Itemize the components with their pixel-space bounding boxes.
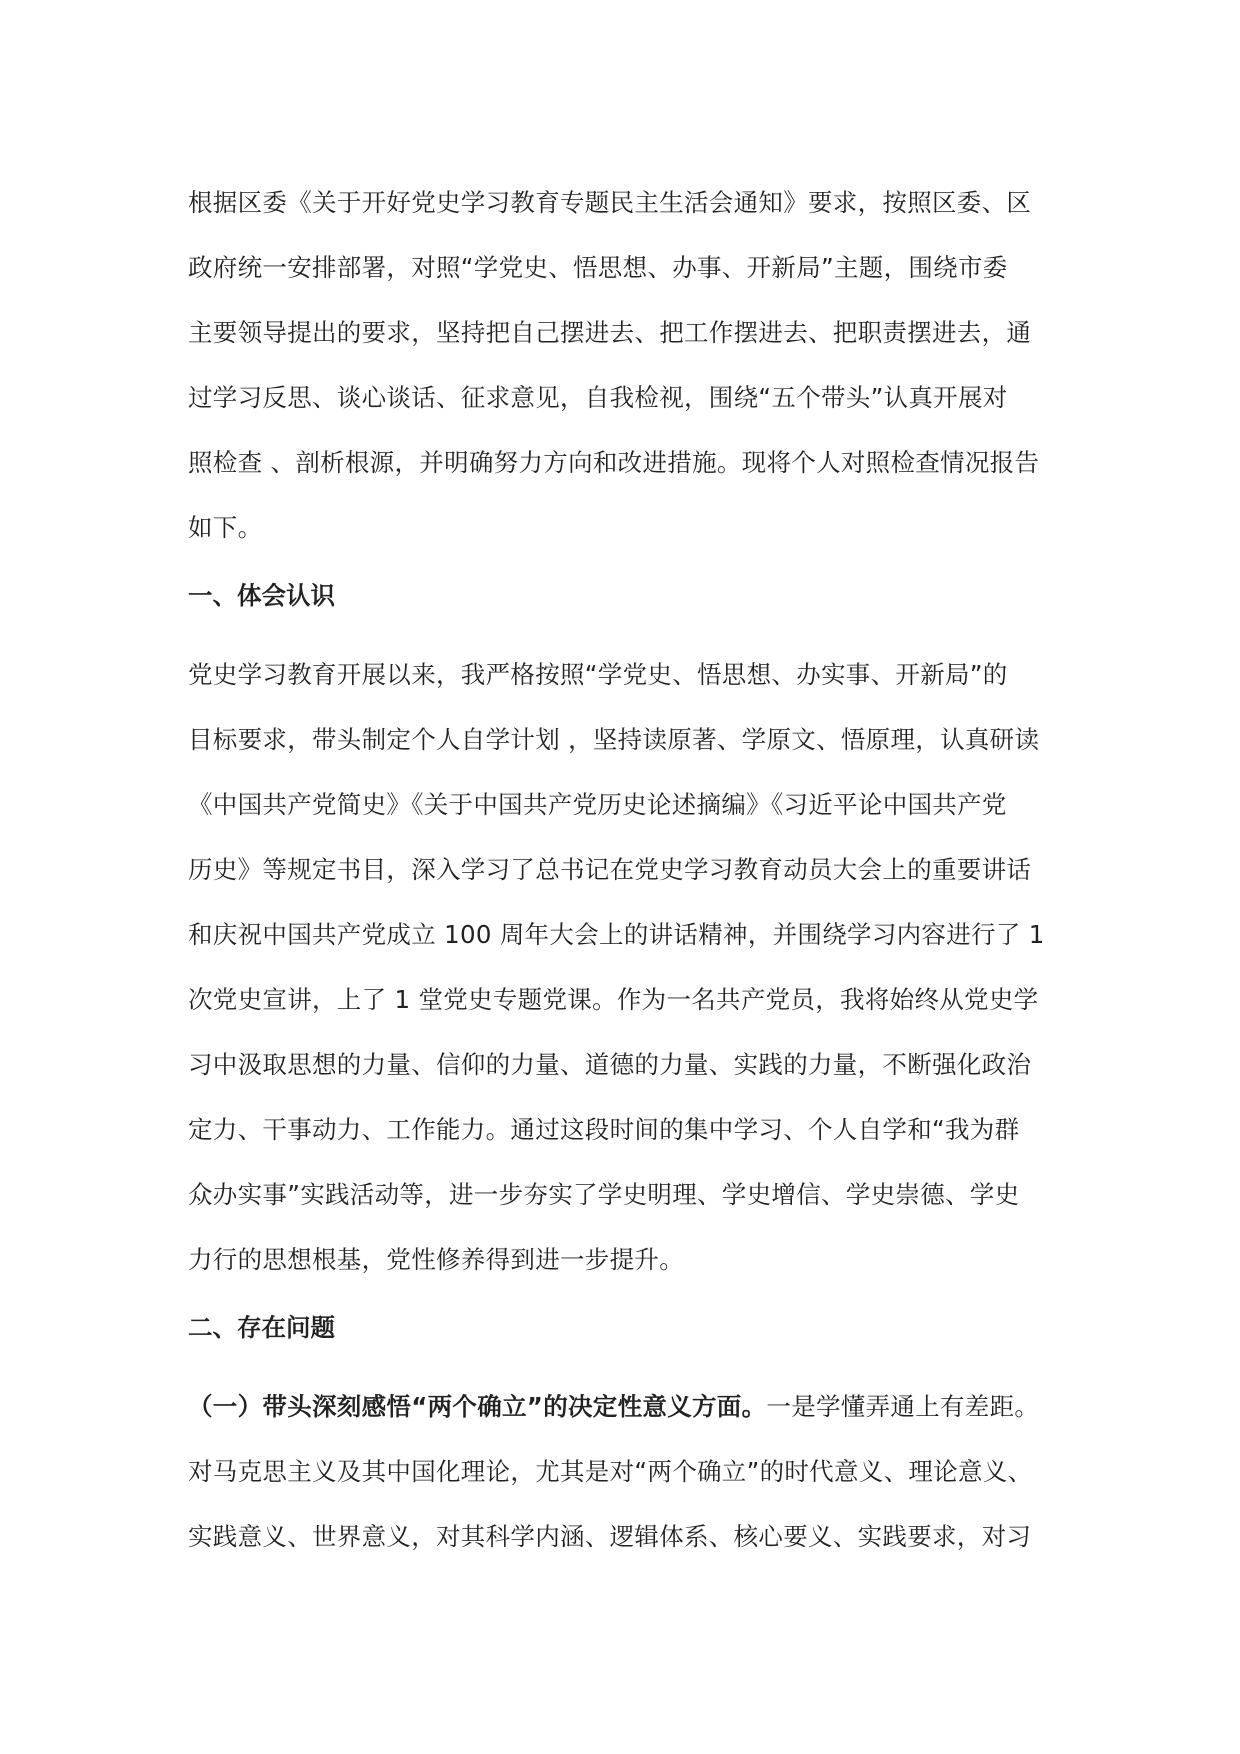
section2-paragraph <box>188 1374 1068 1569</box>
section1-line: 历史》等规定书目，深入学习了总书记在党史学习教育动员大会上的重要讲话 <box>188 855 1032 884</box>
intro-line: 过学习反思、谈心谈话、征求意见，自我检视，围绕“五个带头”认真开展对 <box>188 383 1008 412</box>
intro-line: 根据区委《关于开好党史学习教育专题民主生活会通知》要求，按照区委、区 <box>188 188 1032 217</box>
section1-line: 党史学习教育开展以来，我严格按照“学党史、悟思想、办实事、开新局”的 <box>188 660 1008 689</box>
intro-line: 如下。 <box>188 513 263 542</box>
section1-line: 众办实事”实践活动等，进一步夯实了学史明理、学史增信、学史崇德、学史 <box>188 1180 1020 1209</box>
section1-line: 定力、干事动力、工作能力。通过这段时间的集中学习、个人自学和“我为群 <box>188 1115 1020 1144</box>
section2-line: 对马克思主义及其中国化理论，尤其是对“两个确立”的时代意义、理论意义、 <box>188 1457 1033 1486</box>
intro-paragraph <box>188 170 1068 560</box>
section1-line: 习中汲取思想的力量、信仰的力量、道德的力量、实践的力量，不断强化政治 <box>188 1050 1032 1079</box>
document-body <box>188 170 1068 1569</box>
section2-first-line <box>188 1374 1068 1439</box>
subsection-title-1: （一）带头深刻感悟“两个确立”的决定性意义方面。 <box>188 1392 767 1421</box>
section1-line: 力行的思想根基，党性修养得到进一步提升。 <box>188 1245 684 1274</box>
section1-paragraph <box>188 642 1068 1292</box>
section1-line: 和庆祝中国共产党成立 100 周年大会上的讲话精神，并围绕学习内容进行了 1 <box>188 920 1045 949</box>
intro-line: 政府统一安排部署，对照“学党史、悟思想、办事、开新局”主题，围绕市委 <box>188 253 1008 282</box>
intro-line: 主要领导提出的要求，坚持把自己摆进去、把工作摆进去、把职责摆进去，通 <box>188 318 1032 347</box>
section-heading-1: 一、体会认识 <box>188 581 335 610</box>
section-heading-2: 二、存在问题 <box>188 1313 335 1342</box>
section1-line: 目标要求，带头制定个人自学计划 ，坚持读原著、学原文、悟原理，认真研读 <box>188 725 1040 754</box>
section1-line: 《中国共产党简史》《关于中国共产党历史论述摘编》《习近平论中国共产党 <box>188 790 1007 819</box>
intro-line: 照检查 、剖析根源，并明确努力方向和改进措施。现将个人对照检查情况报告 <box>188 448 1040 477</box>
section1-line: 次党史宣讲，上了 1 堂党史专题党课。作为一名共产党员，我将始终从党史学 <box>188 985 1039 1014</box>
subsection-1-lead: 一是学懂弄通上有差距。 <box>766 1392 1040 1421</box>
section2-line: 实践意义、世界意义，对其科学内涵、逻辑体系、核心要义、实践要求，对习 <box>188 1522 1032 1551</box>
